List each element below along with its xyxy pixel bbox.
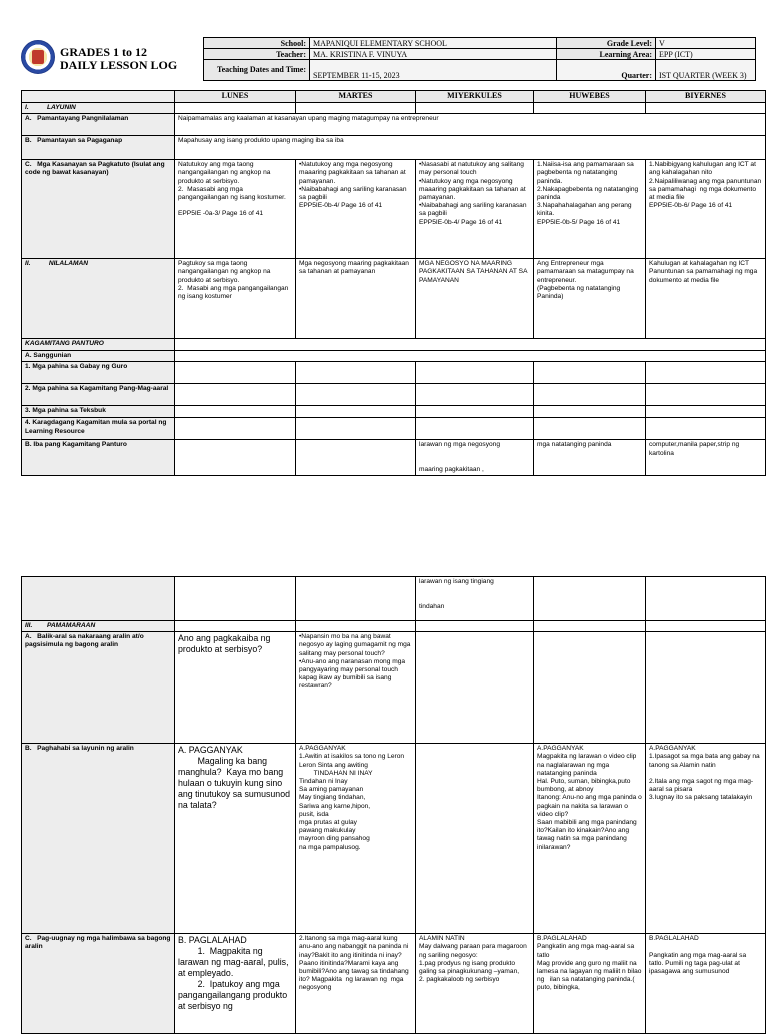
- section-layunin: I. LAYUNIN: [22, 103, 175, 114]
- content-cell: •Napansin mo ba na ang bawat negosyo ay laging gumagamit ng mga salitang may personal touch? •Anu-ano ang naranasan mong mga pangyayaring may personal touch kapag ikaw ay bumibili sa isang restawran?: [296, 632, 416, 744]
- row-label: A. Balik-aral sa nakaraang aralin at/o pagsisimula ng bagong aralin: [22, 632, 175, 744]
- row-label: 4. Karagdagang Kagamitan mula sa portal ng Learning Resource: [22, 418, 175, 440]
- quarter-value: IST QUARTER (WEEK 3): [656, 60, 756, 81]
- row-label: B. Iba pang Kagamitang Panturo: [22, 440, 175, 476]
- area-label: Learning Area:: [557, 49, 656, 60]
- lesson-log-table: [21, 90, 766, 476]
- dates-label: Teaching Dates and Time:: [204, 60, 310, 81]
- title-line-2: DAILY LESSON LOG: [60, 58, 178, 72]
- content-cell: MGA NEGOSYO NA MAARING PAGKAKITAAN SA TAHANAN AT SA PAMAYANAN: [416, 259, 534, 339]
- row-label: B. Paghahabi sa layunin ng aralin: [22, 744, 175, 934]
- quarter-label: Quarter:: [557, 60, 656, 81]
- day-header: MIYERKULES: [416, 91, 534, 103]
- content-cell: •Natutukoy ang mga negosyong maaaring pagkakitaan sa tahanan at pamayanan. •Naibabahagi ang sariling karanasan sa pagbili EPP5IE-0b-4/ Page 16 of 41: [296, 160, 416, 259]
- content-cell: larawan ng isang tingiang tindahan: [416, 577, 534, 621]
- content-cell: mga natatanging paninda: [534, 440, 646, 476]
- content-cell: Mapahusay ang isang produkto upang maging iba sa iba: [175, 136, 766, 160]
- content-cell: •Nasasabi at natutukoy ang salitang may personal touch •Natutukoy ang mga negosyong maaaring pagkakitaan sa tahanan at pamayanan. •Naibabahagi ang sariling karanasan sa pagbili EPP5IE-0b-4/ Page 16 of 41: [416, 160, 534, 259]
- row-label: C. Pag-uugnay ng mga halimbawa sa bagong aralin: [22, 934, 175, 1034]
- content-cell: Ano ang pagkakaiba ng produkto at serbisyo?: [175, 632, 296, 744]
- content-cell: Natutukoy ang mga taong nangangailangan ng angkop na produkto at serbisyo. 2. Masasabi ang mga pangangailangan ng isang kostumer. EPP5IE -0a-3/ Page 16 of 41: [175, 160, 296, 259]
- teacher-label: Teacher:: [204, 49, 310, 60]
- content-cell: A.PAGGANYAK Magpakita ng larawan o video clip na naglalarawan ng mga natatanging paninda Hal. Puto, suman, bibingka,puto bumbong, at abnoy Itanong: Anu-no ang mga paninda o pagkain na nakita sa larawan o video clip? Saan mabibili ang mga panindang ito?Kailan ito kinakain?Ano ang tawag natin sa mga panindang inilarawan?: [534, 744, 646, 934]
- section-pamamaraan: III. PAMAMARAAN: [22, 621, 175, 632]
- content-cell: B. PAGLALAHAD 1. Magpakita ng larawan ng mag-aaral, pulis, at empleyado. 2. Ipatukoy ang mga pangangailangang produkto at serbisyo ng: [175, 934, 296, 1034]
- row-label: A. Sanggunian: [22, 351, 175, 362]
- teacher-value: MA. KRISTINA F. VINUYA: [310, 49, 557, 60]
- content-cell: A. PAGGANYAK Magaling ka bang manghula? Kaya mo bang hulaan o tukuyin kung sino ang tinutukoy sa sumusunod na talata?: [175, 744, 296, 934]
- content-cell: Kahulugan at kahalagahan ng ICT Panuntunan sa pamamahagi ng mga dokumento at media file: [646, 259, 766, 339]
- content-cell: Naipamamalas ang kaalaman at kasanayan upang maging matagumpay na entrepreneur: [175, 114, 766, 136]
- content-cell: larawan ng mga negosyong maaring pagkakitaan ,: [416, 440, 534, 476]
- day-header: BIYERNES: [646, 91, 766, 103]
- title-line-1: GRADES 1 to 12: [60, 45, 148, 59]
- dates-value: SEPTEMBER 11-15, 2023: [310, 60, 557, 81]
- content-cell: Pagtukoy sa mga taong nangangailangan ng angkop na produkto at serbisyo. 2. Masabi ang mga pangangailangan ng isang kostumer: [175, 259, 296, 339]
- school-value: MAPANIQUI ELEMENTARY SCHOOL: [310, 38, 557, 49]
- row-label: B. Pamantayan sa Pagaganap: [22, 136, 175, 160]
- content-cell: 1.Naiisa-isa ang pamamaraan sa pagbebenta ng natatanging paninda. 2.Nakapagbebenta ng natatanging paninda 3.Napahahalagahan ang perang kinita. EPP5IE-0b-5/ Page 16 of 41: [534, 160, 646, 259]
- content-cell: ALAMIN NATIN May dalwang paraan para magaroon ng sariling negosyo: 1.pag prodyus ng isang produkto galing sa pinagkukunang –yaman, 2. pagkakaloob ng serbisyo: [416, 934, 534, 1034]
- lesson-log-table-continued: [21, 576, 766, 1034]
- content-cell: Mga negosyong maaring pagkakitaan sa tahanan at pamayanan: [296, 259, 416, 339]
- area-value: EPP (ICT): [656, 49, 756, 60]
- deped-seal-logo: [21, 40, 55, 74]
- content-cell: B.PAGLALAHAD Pangkatin ang mga mag-aaral sa tatlo Mag provide ang guro ng maliit na lamesa na lagayan ng maliiit n bilao ng ilan sa natatanging paninda.( puto, bibingka,: [534, 934, 646, 1034]
- content-cell: A.PAGGANYAK 1.Awitin at isakilos sa tono ng Leron Leron Sinta ang awiting TINDAHAN NI INAY Tindahan ni Inay Sa aming pamayanan May tingiang tindahan, Sariwa ang karne,hipon, pusit, isda mga prutas at gulay pawang makukulay mayroon ding pansahog na mga pampalusog.: [296, 744, 416, 934]
- row-label: 2. Mga pahina sa Kagamitang Pang-Mag-aaral: [22, 384, 175, 406]
- grade-label: Grade Level:: [557, 38, 656, 49]
- content-cell: Ang Entrepreneur mga pamamaraan sa matagumpay na entrepreneur. (Pagbebenta ng natatanging Paninda): [534, 259, 646, 339]
- corner-cell: [22, 91, 175, 103]
- content-cell: B.PAGLALAHAD Pangkatin ang mga mag-aaral sa tatlo. Pumili ng taga pag-ulat at ipasagawa ang sumusunod: [646, 934, 766, 1034]
- content-cell: A.PAGGANYAK 1.Ipasagot sa mga bata ang gabay na tanong sa Alamin natin 2.Itala ang mga sagot ng mga mag-aaral sa pisara 3.Iugnay ito sa paksang tatalakayin: [646, 744, 766, 934]
- section-nilalaman: II. NILALAMAN: [22, 259, 175, 339]
- day-header: HUWEBES: [534, 91, 646, 103]
- content-cell: 2.Itanong sa mga mag-aaral kung anu-ano ang nabanggit na paninda ni inay?Bakit ito ang itinitinda ni inay?Paano itinitinda?Marami kaya ang bumibili?Ano ang tawag sa tindahang ito? Magpakita ng larawan ng mga negosyong: [296, 934, 416, 1034]
- day-header: MARTES: [296, 91, 416, 103]
- content-cell: 1.Nabibigyang kahulugan ang ICT at ang kahalagahan nito 2.Naipaliliwanag ang mga panuntunan sa pamamahagi ng mga dokumento at media file EPP5IE-0b-6/ Page 16 of 41: [646, 160, 766, 259]
- school-label: School:: [204, 38, 310, 49]
- row-label: 1. Mga pahina sa Gabay ng Guro: [22, 362, 175, 384]
- row-label: C. Mga Kasanayan sa Pagkatuto (Isulat ang code ng bawat kasanayan): [22, 160, 175, 259]
- row-label: A. Pamantayang Pangnilalaman: [22, 114, 175, 136]
- content-cell: computer,manila paper,strip ng kartolina: [646, 440, 766, 476]
- header-info-table: [203, 37, 756, 81]
- grade-value: V: [656, 38, 756, 49]
- row-label: 3. Mga pahina sa Teksbuk: [22, 406, 175, 418]
- day-header: LUNES: [175, 91, 296, 103]
- section-kagamitan: KAGAMITANG PANTURO: [22, 339, 175, 351]
